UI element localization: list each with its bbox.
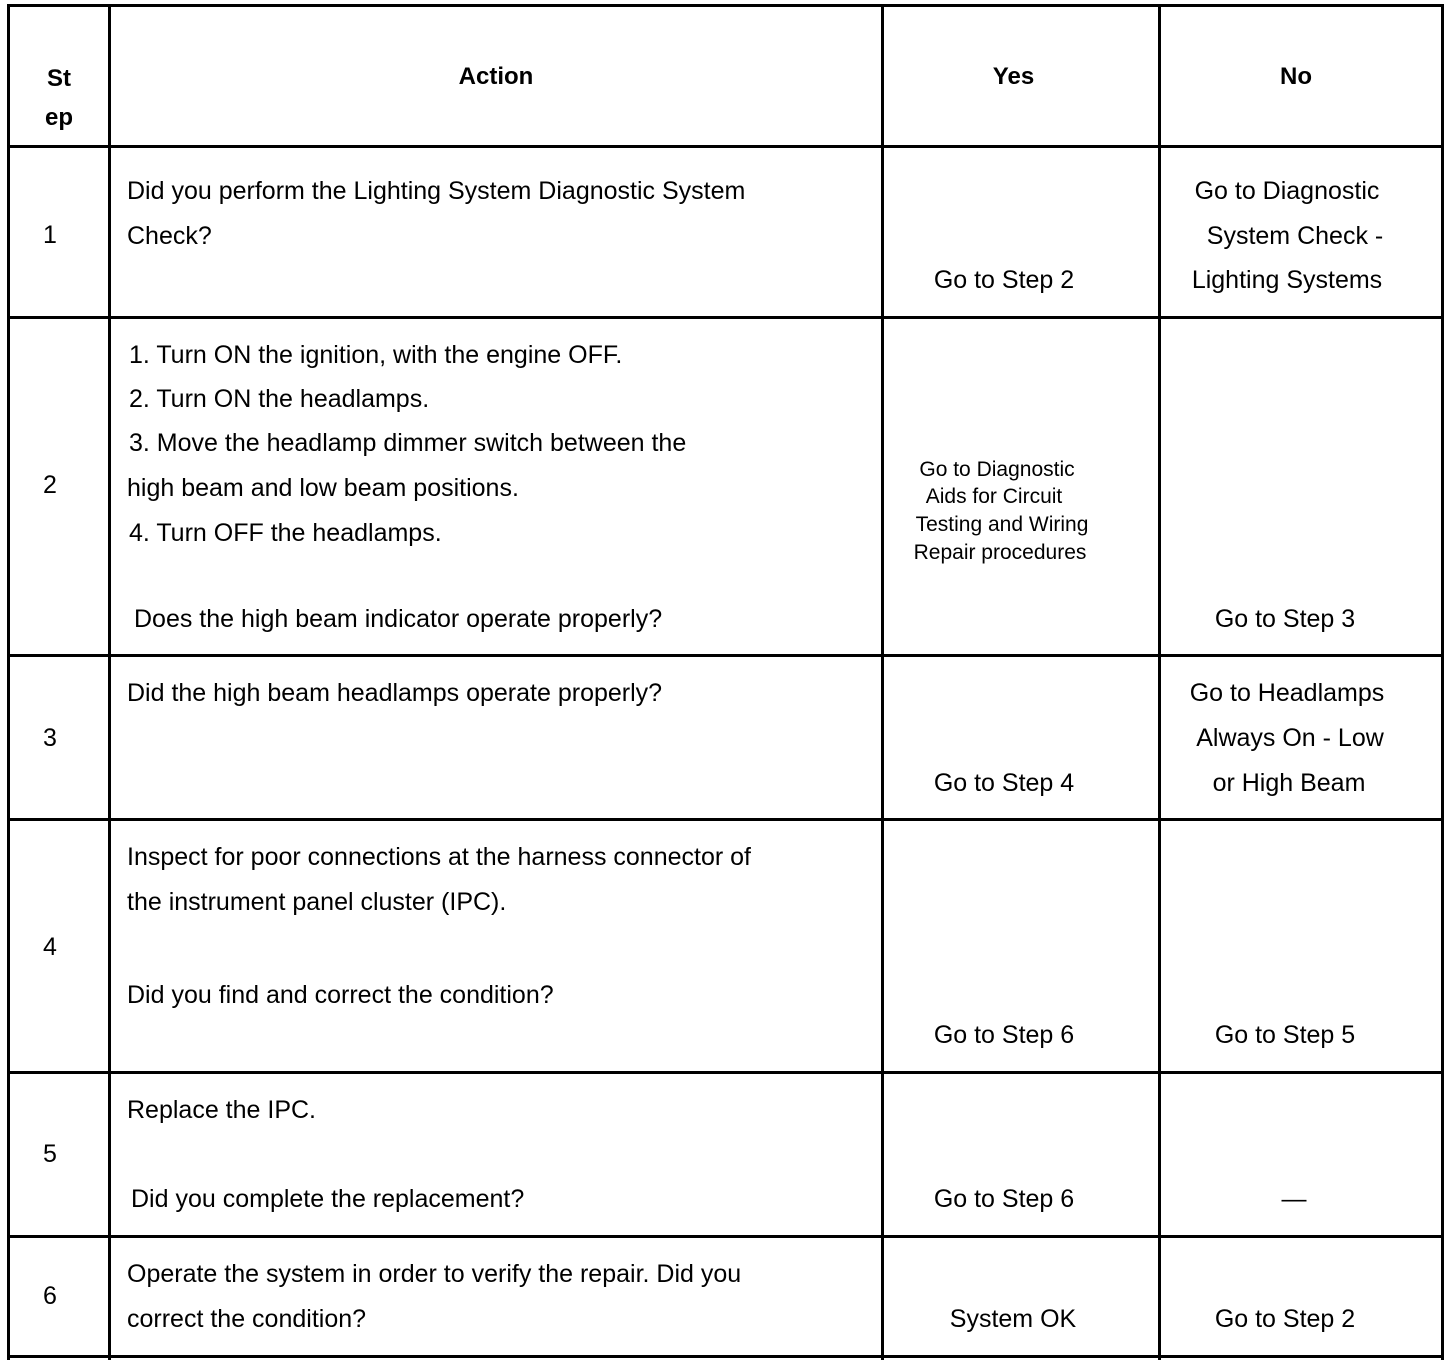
yes-result: Repair procedures xyxy=(913,541,1087,564)
column-divider-step-action xyxy=(108,4,111,1360)
row-divider xyxy=(7,818,1444,821)
header-action: Action xyxy=(458,63,534,90)
yes-result: Go to Step 6 xyxy=(933,1021,1075,1049)
action-text: Check? xyxy=(127,222,212,250)
no-result: Go to Diagnostic xyxy=(1194,177,1380,205)
no-result: Always On - Low xyxy=(1196,724,1384,752)
yes-result: Go to Step 4 xyxy=(933,769,1075,797)
yes-result: Go to Step 6 xyxy=(933,1185,1075,1213)
no-result: Go to Step 5 xyxy=(1214,1021,1356,1049)
no-result: or High Beam xyxy=(1212,769,1366,797)
yes-result: Go to Diagnostic xyxy=(919,458,1075,481)
no-result: Go to Step 3 xyxy=(1214,605,1356,633)
action-text: Replace the IPC. xyxy=(127,1096,316,1124)
column-divider-action-yes xyxy=(881,4,884,1360)
action-text: Operate the system in order to verify the repair. Did you xyxy=(127,1260,742,1288)
action-text: 1. Turn ON the ignition, with the engine OFF. xyxy=(129,341,623,369)
step-number: 5 xyxy=(43,1140,57,1168)
action-text: high beam and low beam positions. xyxy=(127,474,519,502)
no-result: System Check - xyxy=(1206,222,1384,250)
row-divider xyxy=(7,654,1444,657)
step-number: 4 xyxy=(43,933,57,961)
action-text: Did you perform the Lighting System Diagnostic System xyxy=(127,177,746,205)
action-text: 4. Turn OFF the headlamps. xyxy=(129,519,442,547)
action-text: Did you complete the replacement? xyxy=(131,1185,525,1213)
action-text: Did you find and correct the condition? xyxy=(127,981,554,1009)
action-text: 3. Move the headlamp dimmer switch between the xyxy=(129,429,687,457)
action-text: correct the condition? xyxy=(127,1305,367,1333)
step-number: 1 xyxy=(43,221,57,249)
step-number: 6 xyxy=(43,1282,57,1310)
row-divider xyxy=(7,1235,1444,1238)
yes-result: Aids for Circuit xyxy=(925,485,1063,508)
yes-result: Testing and Wiring xyxy=(915,513,1089,536)
header-yes: Yes xyxy=(992,63,1035,90)
step-number: 2 xyxy=(43,471,57,499)
step-number: 3 xyxy=(43,724,57,752)
header-step-line2: ep xyxy=(44,104,73,131)
table-border-right xyxy=(1441,4,1444,1360)
no-result: Go to Step 2 xyxy=(1214,1305,1356,1333)
action-text: Inspect for poor connections at the harness connector of xyxy=(127,843,751,871)
row-divider xyxy=(7,145,1444,148)
header-step-line1: St xyxy=(47,65,71,92)
table-border-top xyxy=(7,4,1444,7)
no-result: Go to Headlamps xyxy=(1189,679,1385,707)
yes-result: System OK xyxy=(949,1305,1077,1333)
yes-result: Go to Step 2 xyxy=(933,266,1075,294)
row-divider xyxy=(7,1071,1444,1074)
action-text: Did the high beam headlamps operate properly? xyxy=(127,679,663,707)
no-result: Lighting Systems xyxy=(1191,266,1383,294)
action-text: the instrument panel cluster (IPC). xyxy=(127,888,507,916)
no-result: — xyxy=(1281,1185,1307,1213)
action-text: Does the high beam indicator operate properly? xyxy=(134,605,663,633)
action-text: 2. Turn ON the headlamps. xyxy=(129,385,430,413)
row-divider xyxy=(7,316,1444,319)
table-border-bottom xyxy=(7,1355,1444,1358)
header-no: No xyxy=(1280,63,1312,90)
